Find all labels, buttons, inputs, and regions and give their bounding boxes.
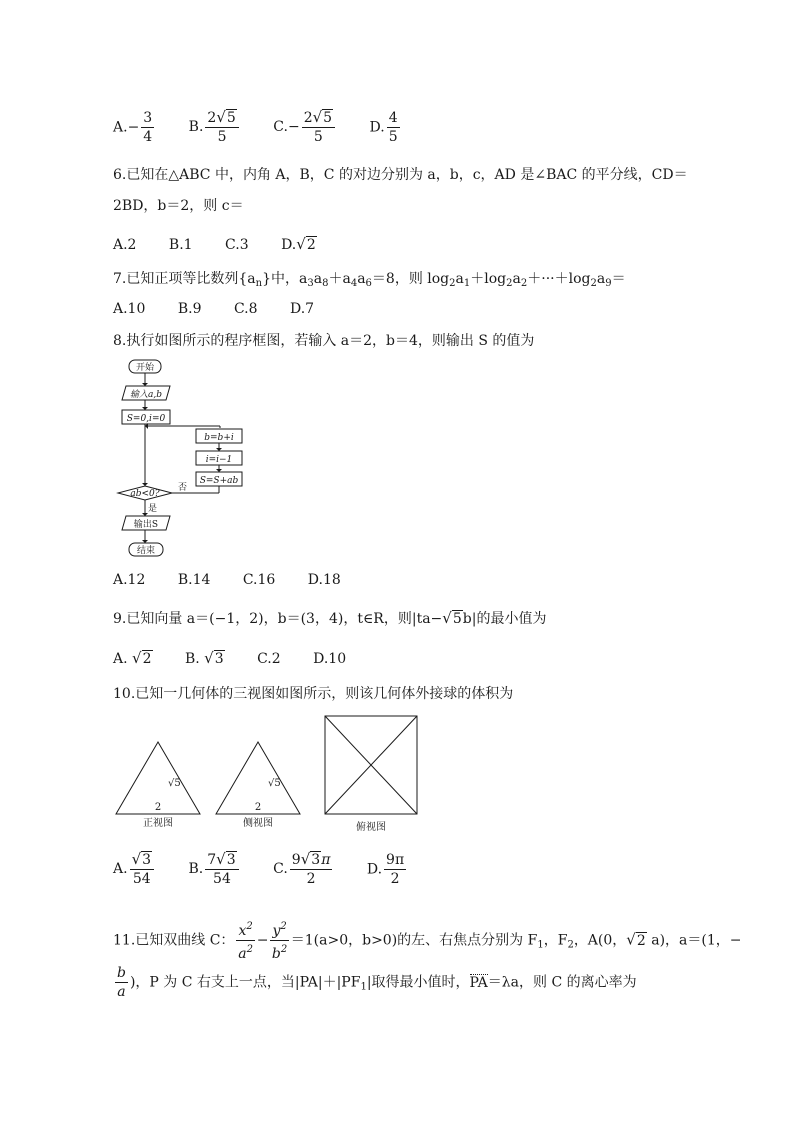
flowchart-b-update-label: b=b+i	[204, 433, 234, 443]
denominator: 54	[213, 871, 231, 887]
coefficient: 7	[207, 852, 217, 868]
q7-option-d: D.7	[289, 301, 315, 317]
text: ＋a	[328, 271, 351, 287]
text: a	[512, 271, 521, 287]
flowchart-decision-label: ab<0?	[130, 489, 160, 499]
q8-option-d: D.18	[307, 572, 341, 588]
text: }中，a	[262, 271, 308, 287]
subscript: 2	[506, 278, 513, 289]
front-view-side-label: √5	[168, 778, 181, 789]
q9-options	[113, 648, 374, 669]
q10-option-b	[189, 850, 241, 888]
top-view-caption: 俯视图	[356, 822, 386, 833]
text: a	[357, 271, 366, 287]
denominator: 5	[388, 128, 398, 145]
numerator: 4	[388, 109, 398, 126]
numerator	[205, 850, 238, 870]
q6-option-c: C.3	[225, 237, 249, 253]
option-label: C.	[273, 119, 288, 135]
sqrt-symbol: √	[442, 609, 452, 627]
q7-option-b: B.9	[177, 301, 202, 317]
option-label: A.	[113, 861, 128, 877]
side-view-side-label: √5	[268, 778, 281, 789]
coefficient: 9	[291, 852, 301, 868]
text: ，F	[543, 932, 568, 949]
superscript: 2	[280, 944, 288, 955]
numerator	[302, 108, 335, 128]
q8-option-a: A.12	[113, 572, 146, 588]
q6-option-d	[281, 234, 317, 255]
q11-stem-line1	[113, 918, 742, 963]
fraction	[130, 850, 154, 888]
option-label: B.	[188, 861, 204, 877]
q9-option-d: D.10	[313, 651, 347, 667]
q10-option-a	[113, 850, 156, 888]
flowchart-end-label: 结束	[136, 546, 156, 556]
sqrt-symbol: √	[626, 930, 636, 949]
radicand: 5	[226, 110, 236, 126]
variable: y	[272, 923, 281, 939]
option-label: D.	[281, 237, 297, 253]
q9-option-a	[113, 648, 153, 669]
text: b|的最小值为	[462, 611, 547, 627]
side-view-base-label: 2	[254, 802, 262, 813]
text: 9.已知向量 a＝(−1，2)，b＝(3，4)，t∈R，则|ta−	[113, 611, 443, 627]
text: ＝1(a>0，b>0)的左、右焦点分别为 F	[290, 932, 538, 949]
pi-symbol: π	[321, 852, 331, 868]
denominator: 5	[217, 129, 227, 145]
numerator: 3	[143, 109, 153, 126]
q10-stem: 10.已知一几何体的三视图如图所示，则该几何体外接球的体积为	[113, 686, 514, 702]
q6-options	[113, 234, 345, 255]
sqrt-symbol: √	[216, 108, 226, 126]
text: ＋···＋log	[527, 271, 591, 287]
option-label: D.	[369, 119, 385, 135]
option-label: A.	[113, 119, 128, 135]
subscript: 9	[605, 278, 612, 289]
minus-sign: −	[256, 932, 269, 949]
flowchart-no-label: 否	[178, 483, 188, 493]
sqrt-symbol: √	[300, 850, 311, 868]
radicand: 3	[311, 852, 321, 868]
side-view-caption: 侧视图	[243, 818, 273, 829]
flowchart-start-label: 开始	[135, 363, 155, 373]
radicand: 3	[226, 852, 236, 868]
radicand: 2	[636, 932, 646, 949]
denominator: 2	[390, 870, 400, 887]
q6-option-a: A.2	[113, 237, 137, 253]
q10-options	[113, 850, 436, 888]
minus-sign: −	[127, 119, 140, 135]
text: a	[313, 271, 323, 287]
fraction	[115, 964, 128, 1001]
q10-three-views	[112, 712, 432, 836]
subscript: n	[255, 278, 263, 289]
fraction	[384, 851, 406, 888]
variable: x	[238, 923, 247, 939]
option-label: B.	[184, 651, 200, 667]
superscript: 2	[280, 921, 287, 932]
option-label: B.	[188, 119, 204, 135]
q10-option-c	[273, 850, 334, 888]
coefficient: 2	[303, 110, 313, 126]
option-label: C.	[273, 861, 288, 877]
option-label: D.	[366, 861, 383, 877]
numerator	[236, 918, 254, 941]
text: |取得最小值时，	[366, 974, 470, 991]
q8-option-c: C.16	[242, 572, 276, 588]
numerator: 9π	[386, 851, 405, 868]
subscript: 3	[307, 278, 314, 289]
text: a	[455, 271, 464, 287]
superscript: 2	[246, 921, 253, 932]
text: 7.已知正项等比数列{a	[113, 271, 256, 287]
front-view-base-label: 2	[154, 802, 162, 813]
q9-option-c: C.2	[257, 651, 281, 667]
text: a)，a＝(1，−	[646, 932, 742, 949]
front-view-caption: 正视图	[143, 818, 173, 829]
flowchart-input-label: 输入a,b	[130, 390, 162, 400]
q10-option-d	[367, 851, 408, 888]
q8-options	[113, 570, 369, 590]
denominator: 4	[143, 128, 153, 145]
q7-option-c: C.8	[233, 301, 258, 317]
vector-pa: PA	[469, 974, 488, 991]
q5-option-c	[273, 108, 337, 146]
q6-stem-line1: 6.已知在△ABC 中，内角 A，B，C 的对边分别为 a，b，c，AD 是∠BAC 的平分线，CD＝	[113, 167, 688, 183]
subscript: 1	[360, 981, 367, 993]
denominator: a	[117, 984, 126, 1000]
q5-option-d	[370, 109, 402, 146]
q9-stem	[113, 608, 546, 629]
subscript: 2	[590, 278, 597, 289]
sqrt-symbol: √	[312, 108, 323, 126]
fraction	[205, 108, 238, 146]
text: ＋log	[470, 271, 507, 287]
subscript: 2	[567, 939, 574, 951]
q6-option-b: B.1	[168, 237, 193, 253]
radicand: 2	[306, 237, 316, 253]
coefficient: 2	[207, 110, 217, 126]
sqrt-symbol: √	[216, 850, 226, 868]
q8-stem: 8.执行如图所示的程序框图，若输入 a＝2，b＝4，则输出 S 的值为	[113, 333, 535, 349]
q6-stem-line2: 2BD，b＝2，则 c＝	[113, 198, 244, 214]
sqrt-symbol: √	[131, 850, 142, 868]
q5-option-a	[113, 109, 156, 146]
q8-flowchart	[112, 356, 272, 564]
flowchart-init-label: S=0,i=0	[126, 414, 166, 424]
numerator	[270, 918, 288, 941]
variable: a	[238, 946, 247, 962]
denominator: 54	[132, 871, 151, 887]
q5-option-b	[189, 108, 241, 146]
subscript: 2	[520, 278, 528, 289]
text: ，A(0，	[573, 932, 627, 949]
fraction	[141, 109, 154, 146]
q8-option-b: B.14	[177, 572, 211, 588]
superscript: 2	[246, 944, 253, 955]
radicand: 5	[452, 611, 462, 627]
radicand: 5	[323, 110, 333, 126]
denominator	[236, 941, 254, 963]
fraction	[290, 850, 333, 888]
flowchart-i-update-label: i=i−1	[205, 455, 233, 465]
q7-stem	[113, 269, 626, 294]
text: a	[596, 271, 606, 287]
minus-sign: −	[287, 119, 300, 135]
numerator	[290, 850, 333, 870]
text: ＝8，则 log	[371, 271, 450, 287]
radicand: 3	[142, 852, 152, 868]
subscript: 1	[537, 939, 544, 951]
flowchart-s-update-label: S=S+ab	[199, 476, 239, 486]
q11-stem-line2	[113, 964, 637, 1001]
fraction	[236, 918, 254, 963]
denominator: 5	[313, 129, 323, 145]
radicand: 3	[214, 651, 224, 667]
numerator	[130, 850, 154, 870]
subscript: 1	[463, 278, 471, 289]
subscript: 2	[449, 278, 456, 289]
denominator	[270, 941, 288, 963]
sqrt-symbol: √	[132, 649, 142, 667]
text: ＝	[611, 271, 626, 287]
subscript: 8	[322, 278, 329, 289]
option-label: A.	[113, 651, 128, 667]
fraction	[302, 108, 335, 146]
text: )，P 为 C 右支上一点，当|PA|＋|PF	[129, 974, 361, 991]
numerator	[205, 108, 238, 128]
fraction	[270, 918, 288, 963]
sqrt-symbol: √	[296, 235, 306, 253]
denominator: 2	[306, 871, 316, 887]
text: ＝λa，则 C 的离心率为	[487, 974, 637, 991]
subscript: 4	[350, 278, 358, 289]
q9-option-b	[185, 648, 225, 669]
sqrt-symbol: √	[204, 649, 214, 667]
numerator: b	[117, 965, 126, 981]
radicand: 2	[142, 651, 152, 667]
fraction	[205, 850, 238, 888]
q5-options	[113, 108, 430, 146]
text: 11.已知双曲线 C：	[113, 932, 235, 949]
variable: b	[271, 946, 281, 962]
flowchart-output-label: 输出S	[133, 520, 159, 530]
q7-options	[113, 299, 342, 319]
flowchart-yes-label: 是	[148, 504, 158, 514]
fraction	[387, 109, 400, 146]
q7-option-a: A.10	[113, 301, 146, 317]
subscript: 6	[365, 278, 372, 289]
